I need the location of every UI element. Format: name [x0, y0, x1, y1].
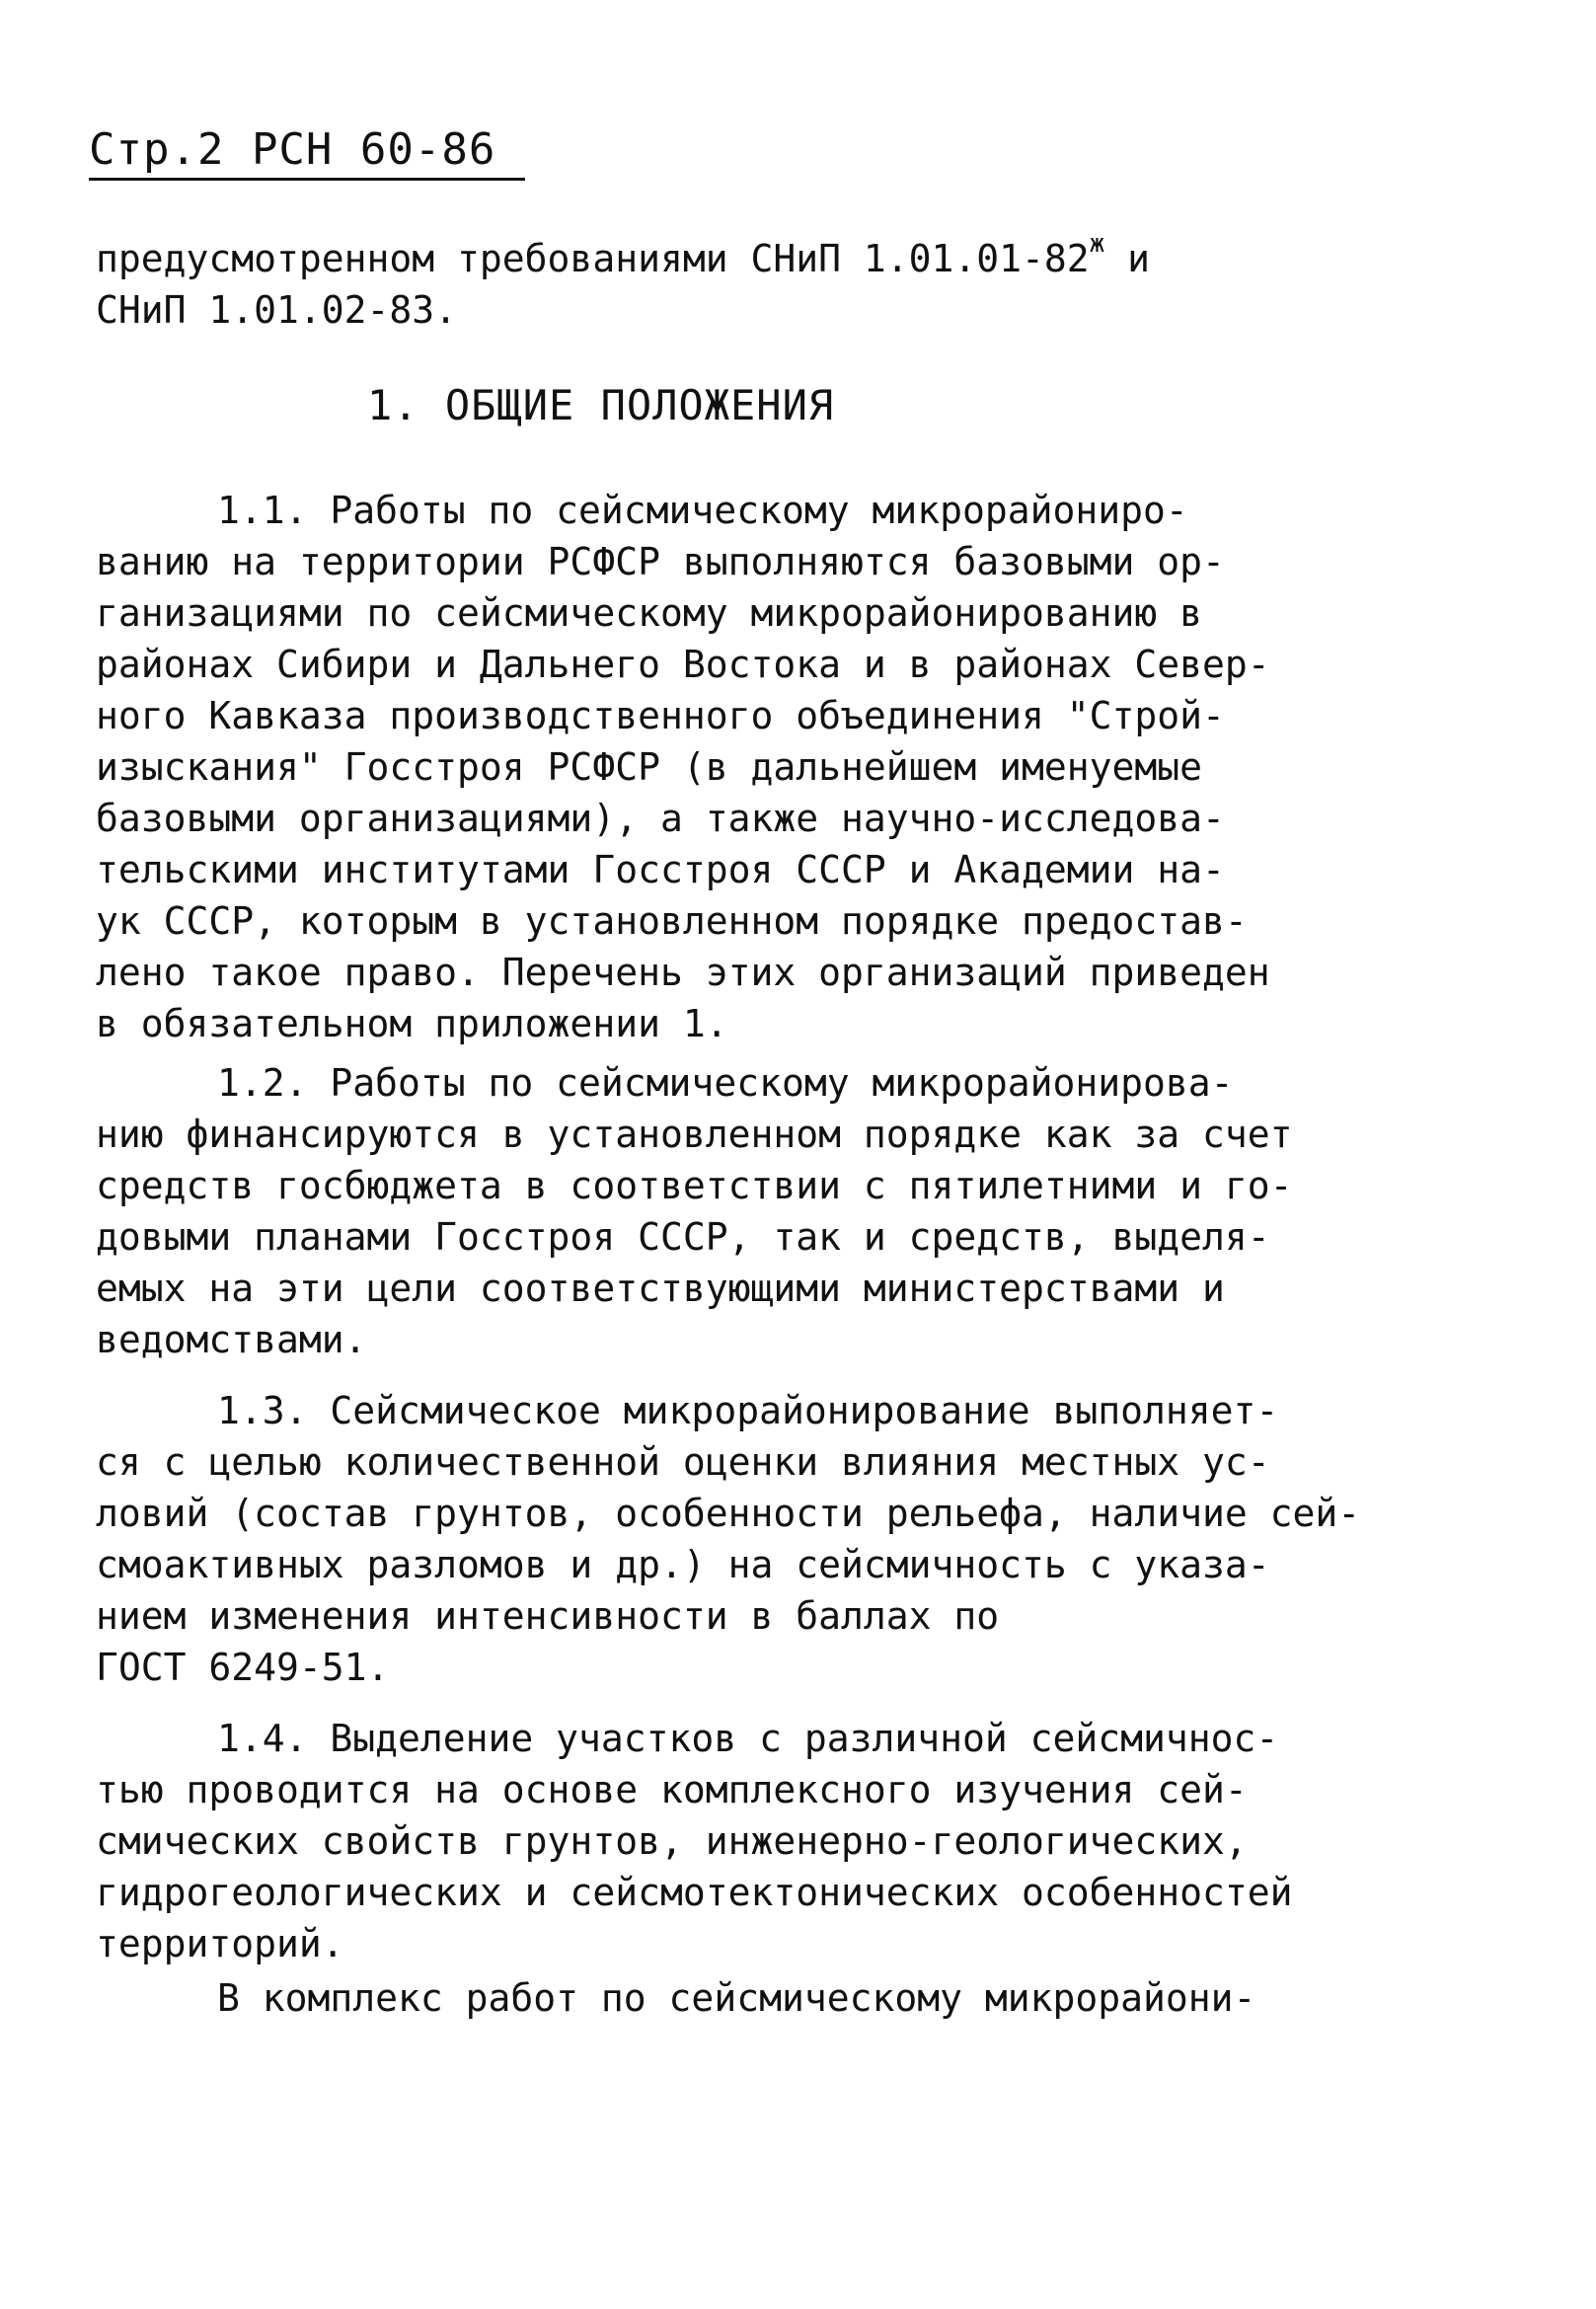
paragraph-line: смических свойств грунтов, инженерно-геологических,	[96, 1819, 1248, 1863]
paragraph-line: ного Кавказа производственного объединения "Строй-	[96, 694, 1225, 737]
paragraph-line: довыми планами Госстроя СССР, так и средств, выделя-	[96, 1215, 1270, 1259]
paragraph-line: изыскания" Госстроя РСФСР (в дальнейшем именуемые	[96, 745, 1203, 789]
paragraph-line: ловий (состав грунтов, особенности рельефа, наличие сей-	[96, 1492, 1361, 1535]
paragraph-line: в обязательном приложении 1.	[96, 1002, 728, 1045]
paragraph-line: ведомствами.	[96, 1318, 367, 1361]
footnote-mark: ж	[1089, 229, 1105, 260]
paragraph-line: 1.1. Работы по сейсмическому микрорайониро-	[217, 489, 1188, 532]
paragraph-line: ГОСТ 6249-51.	[96, 1646, 390, 1689]
page-header: Стр.2 РСН 60-86	[89, 122, 525, 181]
paragraph-line: гидрогеологических и сейсмотектонических особенностей	[96, 1871, 1293, 1914]
paragraph-line: лено такое право. Перечень этих организаций приведен	[96, 951, 1270, 994]
paragraph-line: смоактивных разломов и др.) на сейсмичность с указа-	[96, 1543, 1270, 1586]
paragraph-line: ванию на территории РСФСР выполняются базовыми ор-	[96, 540, 1225, 583]
paragraph-line: тельскими институтами Госстроя СССР и Академии на-	[96, 848, 1225, 891]
paragraph-line: ганизациями по сейсмическому микрорайонированию в	[96, 591, 1203, 635]
intro-line-2: СНиП 1.01.02-83.	[96, 288, 458, 332]
intro-line-1	[96, 229, 1151, 282]
intro-line-1-text: предусмотренном требованиями СНиП 1.01.01-82	[96, 237, 1090, 280]
paragraph-line: нию финансируются в установленном порядке как за счет	[96, 1113, 1293, 1156]
section-title: 1. ОБЩИЕ ПОЛОЖЕНИЯ	[367, 381, 835, 429]
paragraph-line: ук СССР, которым в установленном порядке предостав-	[96, 899, 1248, 943]
paragraph-line: средств госбюджета в соответствии с пятилетними и го-	[96, 1164, 1293, 1207]
paragraph-line: 1.3. Сейсмическое микрорайонирование выполняет-	[217, 1389, 1279, 1432]
paragraph-line: ся с целью количественной оценки влияния местных ус-	[96, 1440, 1270, 1484]
paragraph-line: 1.2. Работы по сейсмическому микрорайонирова-	[217, 1061, 1234, 1105]
paragraph-line: тью проводится на основе комплексного изучения сей-	[96, 1768, 1248, 1811]
paragraph-line: емых на эти цели соответствующими министерствами и	[96, 1267, 1225, 1310]
paragraph-line: районах Сибири и Дальнего Востока и в районах Север-	[96, 643, 1270, 686]
paragraph-line: базовыми организациями), а также научно-исследова-	[96, 797, 1225, 840]
intro-line-1-end: и	[1104, 237, 1151, 280]
paragraph-line: 1.4. Выделение участков с различной сейсмичнос-	[217, 1717, 1279, 1760]
paragraph-line: территорий.	[96, 1922, 344, 1965]
paragraph-line: нием изменения интенсивности в баллах по	[96, 1594, 1000, 1638]
paragraph-line: В комплекс работ по сейсмическому микрорайони-	[217, 1976, 1256, 2020]
